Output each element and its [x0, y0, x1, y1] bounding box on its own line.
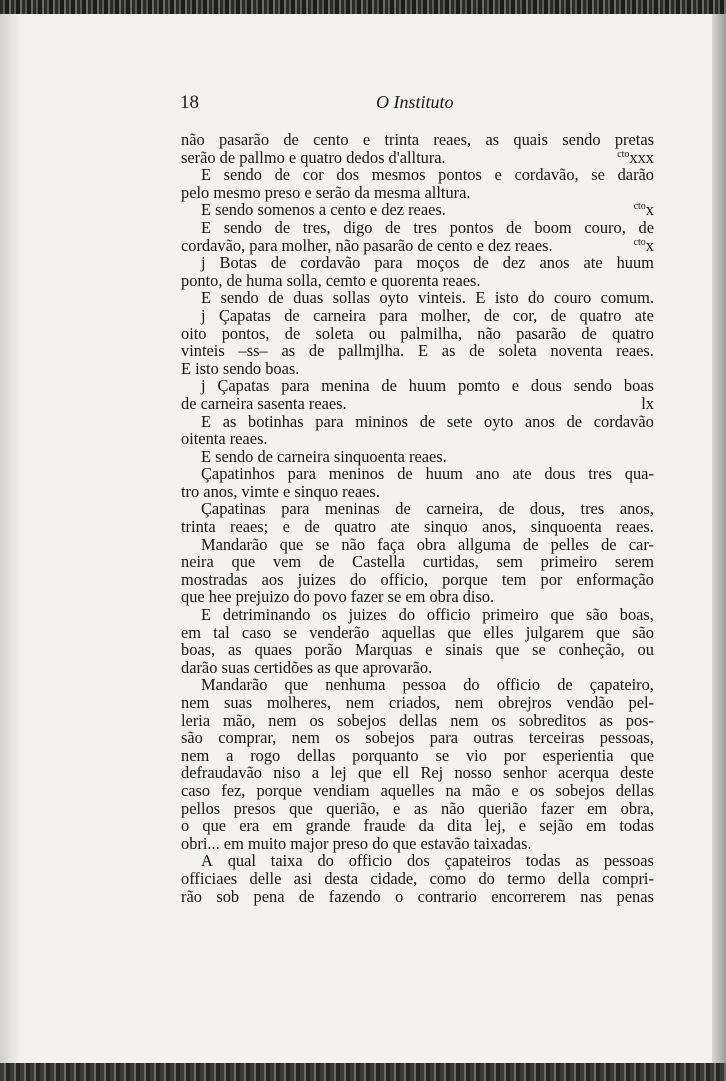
total-abbrev: cto [617, 148, 630, 160]
text-line: Mandarão que se não faça obra allguma de pelles de car- [201, 534, 654, 554]
text-line-content: pelo mesmo preso e serão da mesma alltura. [181, 182, 471, 202]
text-line [181, 448, 654, 466]
book-bottom-edge [0, 1063, 726, 1081]
text-line: Çapatinas para meninas de carneira, de dous, tres anos, [201, 499, 654, 519]
total-value: lx [641, 393, 654, 413]
text-line-content: oitenta reaes. [181, 429, 268, 449]
total-abbrev: cto [633, 236, 646, 248]
text-line: E detriminando os juizes do officio primeiro que são boas, [201, 605, 654, 625]
text-line-content: tro anos, vimte e sinquo reaes. [181, 481, 380, 501]
text-line [181, 430, 654, 448]
text-line: officiaes delle asi desta cidade, como do termo della compri- [181, 868, 654, 888]
text-line: boas, as quaes porão Marquas e sinais que se conheção, ou [181, 640, 654, 660]
text-line [181, 272, 654, 290]
text-line: E sendo de cor dos mesmos pontos e cordavão, se darão [201, 165, 654, 185]
text-line-content: darão suas certidões as que aprovarão. [181, 657, 433, 677]
text-line: não pasarão de cento e trinta reaes, as quais sendo pretas [181, 130, 654, 149]
total-abbrev: cto [633, 201, 646, 213]
text-line-content: E isto sendo boas. [181, 358, 300, 378]
text-line [181, 360, 654, 378]
text-line: pellos presos que querião, e as não querião fazer em obra, [181, 798, 654, 818]
text-line: defraudavão niso a lej que ell Rej nosso senhor acerqua deste [181, 763, 654, 783]
text-line [181, 588, 654, 606]
text-line: E sendo de tres, digo de tres pontos de boom couro, de [201, 217, 654, 237]
text-line-content: cordavão, para molher, não pasarão de cento e dez reaes. [181, 235, 553, 255]
text-line: o que era em grande fraude da dita lej, e sejão em todas [181, 816, 654, 836]
text-line [181, 149, 654, 167]
text-line: A qual taixa do officio dos çapateiros todas as pessoas [201, 851, 654, 871]
text-line: E as botinhas para mininos de sete oyto anos de cordavão [201, 411, 654, 431]
text-line: mostradas aos juizes do officio, porque tem por enformação [181, 569, 654, 589]
text-line-content: serão de pallmo e quatro dedos d'alltura. [181, 147, 446, 167]
text-line-content: de carneira sasenta reaes. [181, 393, 347, 413]
text-line: em tal caso se venderão aquellas que elles julgarem que são [181, 622, 654, 642]
text-line [181, 395, 654, 413]
margin-total [617, 149, 654, 167]
text-line-content: ponto, de huma solla, cemto e quorenta reaes. [181, 270, 481, 290]
text-line-content: E sendo somenos a cento e dez reaes. [201, 200, 446, 220]
text-line [181, 201, 654, 219]
text-line [181, 184, 654, 202]
text-line [181, 483, 654, 501]
text-line: vinteis –ss– as de pallmjlha. E as de soleta noventa reaes. [181, 341, 654, 361]
text-line-content: obri... em muito major preso do que estavão taixadas. [181, 833, 532, 853]
text-line: E sendo de duas sollas oyto vinteis. E isto do couro comum. [201, 288, 654, 308]
running-header [180, 92, 654, 118]
text-line: nem a rogo dellas porquanto se vio por esperientia que [181, 745, 654, 765]
text-line: oito pontos, de soleta ou palmilha, não pasarão de quatro [181, 323, 654, 343]
text-line: Çapatinhos para meninos de huum ano ate dous tres qua- [201, 464, 654, 484]
text-line: Mandarão que nenhuma pessoa do officio de çapateiro, [201, 675, 654, 695]
text-line: são comprar, nem os sobejos para outras terceiras pessoas, [181, 728, 654, 748]
text-line-content: que hee prejuizo do povo fazer se em obra diso. [181, 587, 495, 607]
text-line: leria mão, nem os sobejos dellas nem os sobreditos as pos- [181, 710, 654, 730]
text-line [181, 659, 654, 677]
text-line: neira que vem de Castella curtidas, sem primeiro serem [181, 552, 654, 572]
text-line [181, 835, 654, 853]
text-line: j Çapatas de carneira para molher, de cor, de quatro ate [201, 305, 654, 325]
text-line: rão sob pena de fazendo o contrario encorrerem nas penas [181, 886, 654, 906]
page-number: 18 [180, 92, 199, 113]
text-line-content: E sendo de carneira sinquoenta reaes. [201, 446, 447, 466]
total-value: xxx [629, 147, 654, 167]
text-line: nem suas molheres, nem criados, nem obrejros vendão pel- [181, 693, 654, 712]
total-value: x [645, 200, 654, 220]
text-line: j Çapatas para menina de huum pomto e dous sendo boas [201, 376, 654, 396]
running-title: O Instituto [376, 92, 454, 112]
body-text [181, 131, 654, 905]
text-line: j Botas de cordavão para moços de dez anos ate huum [201, 253, 654, 273]
margin-total [634, 201, 654, 219]
text-line [181, 237, 654, 255]
text-line: trinta reaes; e de quatro ate sinquo anos, sinquoenta reaes. [181, 517, 654, 537]
page-gutter-shadow [0, 14, 22, 1065]
page-edge-shadow [712, 14, 726, 1065]
text-line: caso fez, porque vendiam aquelles na mão e os sobejos dellas [181, 780, 654, 800]
margin-total [641, 395, 654, 413]
margin-total [634, 237, 654, 255]
total-value: x [645, 235, 654, 255]
